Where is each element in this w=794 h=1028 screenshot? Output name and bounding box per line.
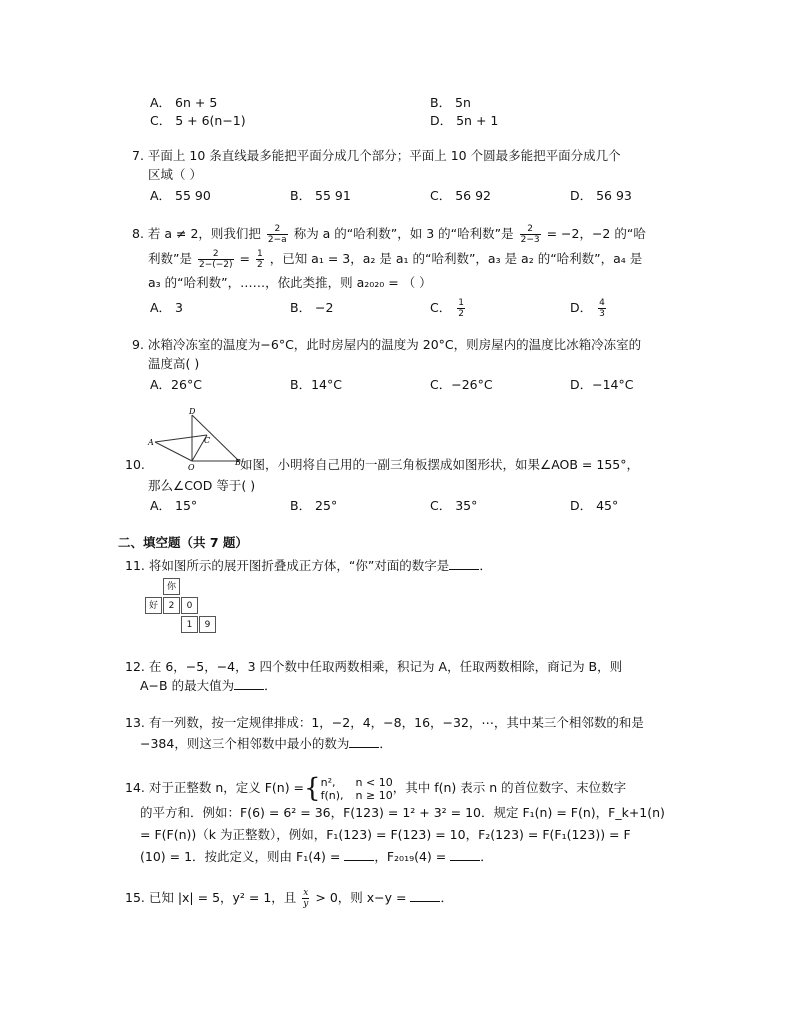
q8-frac-num: 2 xyxy=(198,249,234,260)
net-cell-9: 9 xyxy=(199,616,216,633)
q12-stem-line1: 12. 在 6，−5，−4，3 四个数中任取两数相乘，积记为 A，任取两数相除，商记为 B，则 xyxy=(125,659,623,674)
q8-text: = −2，−2 的“哈 xyxy=(546,226,646,241)
q12-end: ． xyxy=(264,678,277,693)
q8-text: = xyxy=(239,251,250,266)
q15-end: ． xyxy=(440,890,453,905)
net-cell-0: 0 xyxy=(181,597,198,614)
q10-option-b: B． 25° xyxy=(290,498,338,513)
q8-text: 称为 a 的“哈利数”，如 3 的“哈利数”是 xyxy=(293,226,514,241)
q14-stem-line1 xyxy=(125,774,626,802)
q14-piecewise-conds xyxy=(356,776,393,802)
q8-stem-line1 xyxy=(132,224,646,245)
q8-fraction xyxy=(198,249,234,270)
q13-answer-blank[interactable] xyxy=(349,735,379,748)
q7-stem-line2: 区域（ ） xyxy=(148,167,202,182)
q9-option-a: A．26°C xyxy=(150,377,202,392)
q6-option-d: D． 5n + 1 xyxy=(430,113,499,128)
q8-frac-den: 2 xyxy=(458,309,464,319)
q6-option-c: C． 5 + 6(n−1) xyxy=(150,113,246,128)
q9-option-c: C．−26°C xyxy=(430,377,493,392)
q10-stem-line1: 如图，小明将自己用的一副三角板摆成如图形状，如果∠AOB = 155°， xyxy=(240,457,639,472)
q14-text: ，其中 f(n) 表示 n 的首位数字、末位数字 xyxy=(392,780,627,795)
q8-frac-den: 2−(−2) xyxy=(198,260,233,270)
q10-number: 10. xyxy=(125,457,145,472)
q14-piece1-expr: n², xyxy=(320,775,336,789)
net-cell-hao: 好 xyxy=(145,597,162,614)
q14-stem-line2: 的平方和．例如：F(6) = 6² = 36，F(123) = 1² + 3² = 10．规定 F₁(n) = F(n)，F_k+1(n) xyxy=(140,805,665,820)
q14-end: ． xyxy=(480,849,493,864)
q14-answer-blank-2[interactable] xyxy=(450,848,480,861)
q10-triangle-figure xyxy=(145,405,245,473)
q10-line-ac xyxy=(155,435,207,442)
q8-frac-num: 1 xyxy=(256,249,263,259)
q7-option-c: C． 56 92 xyxy=(430,188,491,203)
q8-option-d-fraction xyxy=(598,298,606,319)
q8-fraction xyxy=(520,224,541,245)
q8-text: 8. 若 a ≠ 2，则我们把 xyxy=(132,226,261,241)
q15-text: > 0，则 x−y = xyxy=(315,890,407,905)
q10-option-a: A． 15° xyxy=(150,498,198,513)
q10-label-o: O xyxy=(188,463,195,472)
q14-text: ，F₂₀₁₉(4) = xyxy=(374,849,447,864)
q15-fraction xyxy=(302,888,309,909)
q10-line-db xyxy=(192,415,239,461)
q6-option-b: B． 5n xyxy=(430,95,471,110)
q8-option-b: B． −2 xyxy=(290,300,334,315)
q10-label-d: D xyxy=(189,407,196,416)
q7-option-d: D． 56 93 xyxy=(570,188,632,203)
q15-stem xyxy=(125,888,453,909)
q12-text: A−B 的最大值为 xyxy=(140,678,235,693)
q8-frac-num: 2 xyxy=(520,224,541,235)
q8-frac-num: 4 xyxy=(599,298,605,308)
q10-label-b: B xyxy=(235,458,241,467)
q9-option-b: B．14°C xyxy=(290,377,342,392)
q11-answer-blank[interactable] xyxy=(449,557,479,570)
q13-text: −384，则这三个相邻数中最小的数为 xyxy=(140,736,350,751)
q6-option-a: A． 6n + 5 xyxy=(150,95,218,110)
q14-text: (10) = 1．按此定义，则由 F₁(4) = xyxy=(140,849,341,864)
q14-brace: { xyxy=(304,773,321,804)
q8-option-c xyxy=(430,298,467,319)
q8-option-c-label: C． xyxy=(430,300,452,315)
q7-option-a: A． 55 90 xyxy=(150,188,211,203)
q10-stem-line2: 那么∠COD 等于( ) xyxy=(148,478,256,493)
q8-fraction xyxy=(256,249,264,270)
q11-stem xyxy=(125,556,492,576)
q8-stem-line2 xyxy=(148,249,642,270)
q10-label-a: A xyxy=(148,438,154,447)
q8-option-d xyxy=(570,298,608,319)
q8-option-a: A． 3 xyxy=(150,300,183,315)
q11-cube-net xyxy=(145,578,225,638)
q11-text: 11. 将如图所示的展开图折叠成正方体，“你”对面的数字是 xyxy=(125,558,450,573)
q10-option-d: D． 45° xyxy=(570,498,619,513)
q14-piecewise-exprs xyxy=(321,776,344,802)
q11-end: ． xyxy=(479,558,492,573)
q10-line-ao xyxy=(155,442,192,461)
q8-fraction xyxy=(267,224,288,245)
q8-text: ，已知 a₁ = 3，a₂ 是 a₁ 的“哈利数”，a₃ 是 a₂ 的“哈利数”，a₄ 是 xyxy=(269,251,643,266)
net-cell-2: 2 xyxy=(163,597,180,614)
q14-stem-line4 xyxy=(140,847,493,867)
q9-stem-line1: 9. 冰箱冷冻室的温度为−6°C，此时房屋内的温度为 20°C，则房屋内的温度比冰箱冷冻室的 xyxy=(132,337,642,352)
q14-piece2-expr: f(n), xyxy=(320,788,344,802)
q12-answer-blank[interactable] xyxy=(234,677,264,690)
q10-label-c: C xyxy=(204,436,211,445)
q8-frac-den: 2−3 xyxy=(520,235,540,245)
q15-frac-den: y xyxy=(303,899,309,909)
section-title-fill-in: 二、填空题（共 7 题） xyxy=(118,535,248,550)
q8-frac-den: 2−a xyxy=(267,235,287,245)
q15-text: 15. 已知 |x| = 5，y² = 1，且 xyxy=(125,890,297,905)
q15-answer-blank[interactable] xyxy=(410,889,440,902)
q8-option-d-label: D． xyxy=(570,300,593,315)
q8-text: 利数”是 xyxy=(148,251,192,266)
net-cell-1: 1 xyxy=(181,616,198,633)
q8-frac-num: 1 xyxy=(458,298,464,308)
q7-stem-line1: 7. 平面上 10 条直线最多能把平面分成几个部分；平面上 10 个圆最多能把平面分成几个 xyxy=(132,148,621,163)
q9-stem-line2: 温度高( ) xyxy=(148,356,200,371)
q14-piece2-cond: n ≥ 10 xyxy=(355,788,393,802)
q14-stem-line3: = F(F(n))（k 为正整数），例如，F₁(123) = F(123) = 10，F₂(123) = F(F₁(123)) = F xyxy=(140,827,631,842)
q8-frac-num: 2 xyxy=(267,224,288,235)
q14-answer-blank-1[interactable] xyxy=(344,848,374,861)
q14-text: 14. 对于正整数 n，定义 F(n) = xyxy=(125,780,305,795)
q8-option-c-fraction xyxy=(457,298,465,319)
q8-frac-den: 3 xyxy=(599,309,605,319)
q12-stem-line2 xyxy=(140,676,277,696)
q13-stem-line1: 13. 有一列数，按一定规律排成：1，−2，4，−8，16，−32，⋯，其中某三个相邻数的和是 xyxy=(125,715,644,730)
q10-option-c: C． 35° xyxy=(430,498,478,513)
q14-piece1-cond: n < 10 xyxy=(355,775,393,789)
q15-frac-num: x xyxy=(303,888,309,898)
q13-end: ． xyxy=(379,736,392,751)
q8-frac-den: 2 xyxy=(256,260,263,270)
q13-stem-line2 xyxy=(140,734,392,754)
net-cell-ni: 你 xyxy=(163,578,180,595)
q7-option-b: B． 55 91 xyxy=(290,188,351,203)
q8-stem-line3: a₃ 的“哈利数”，……，依此类推，则 a₂₀₂₀ = （ ） xyxy=(148,275,432,290)
q9-option-d: D．−14°C xyxy=(570,377,634,392)
